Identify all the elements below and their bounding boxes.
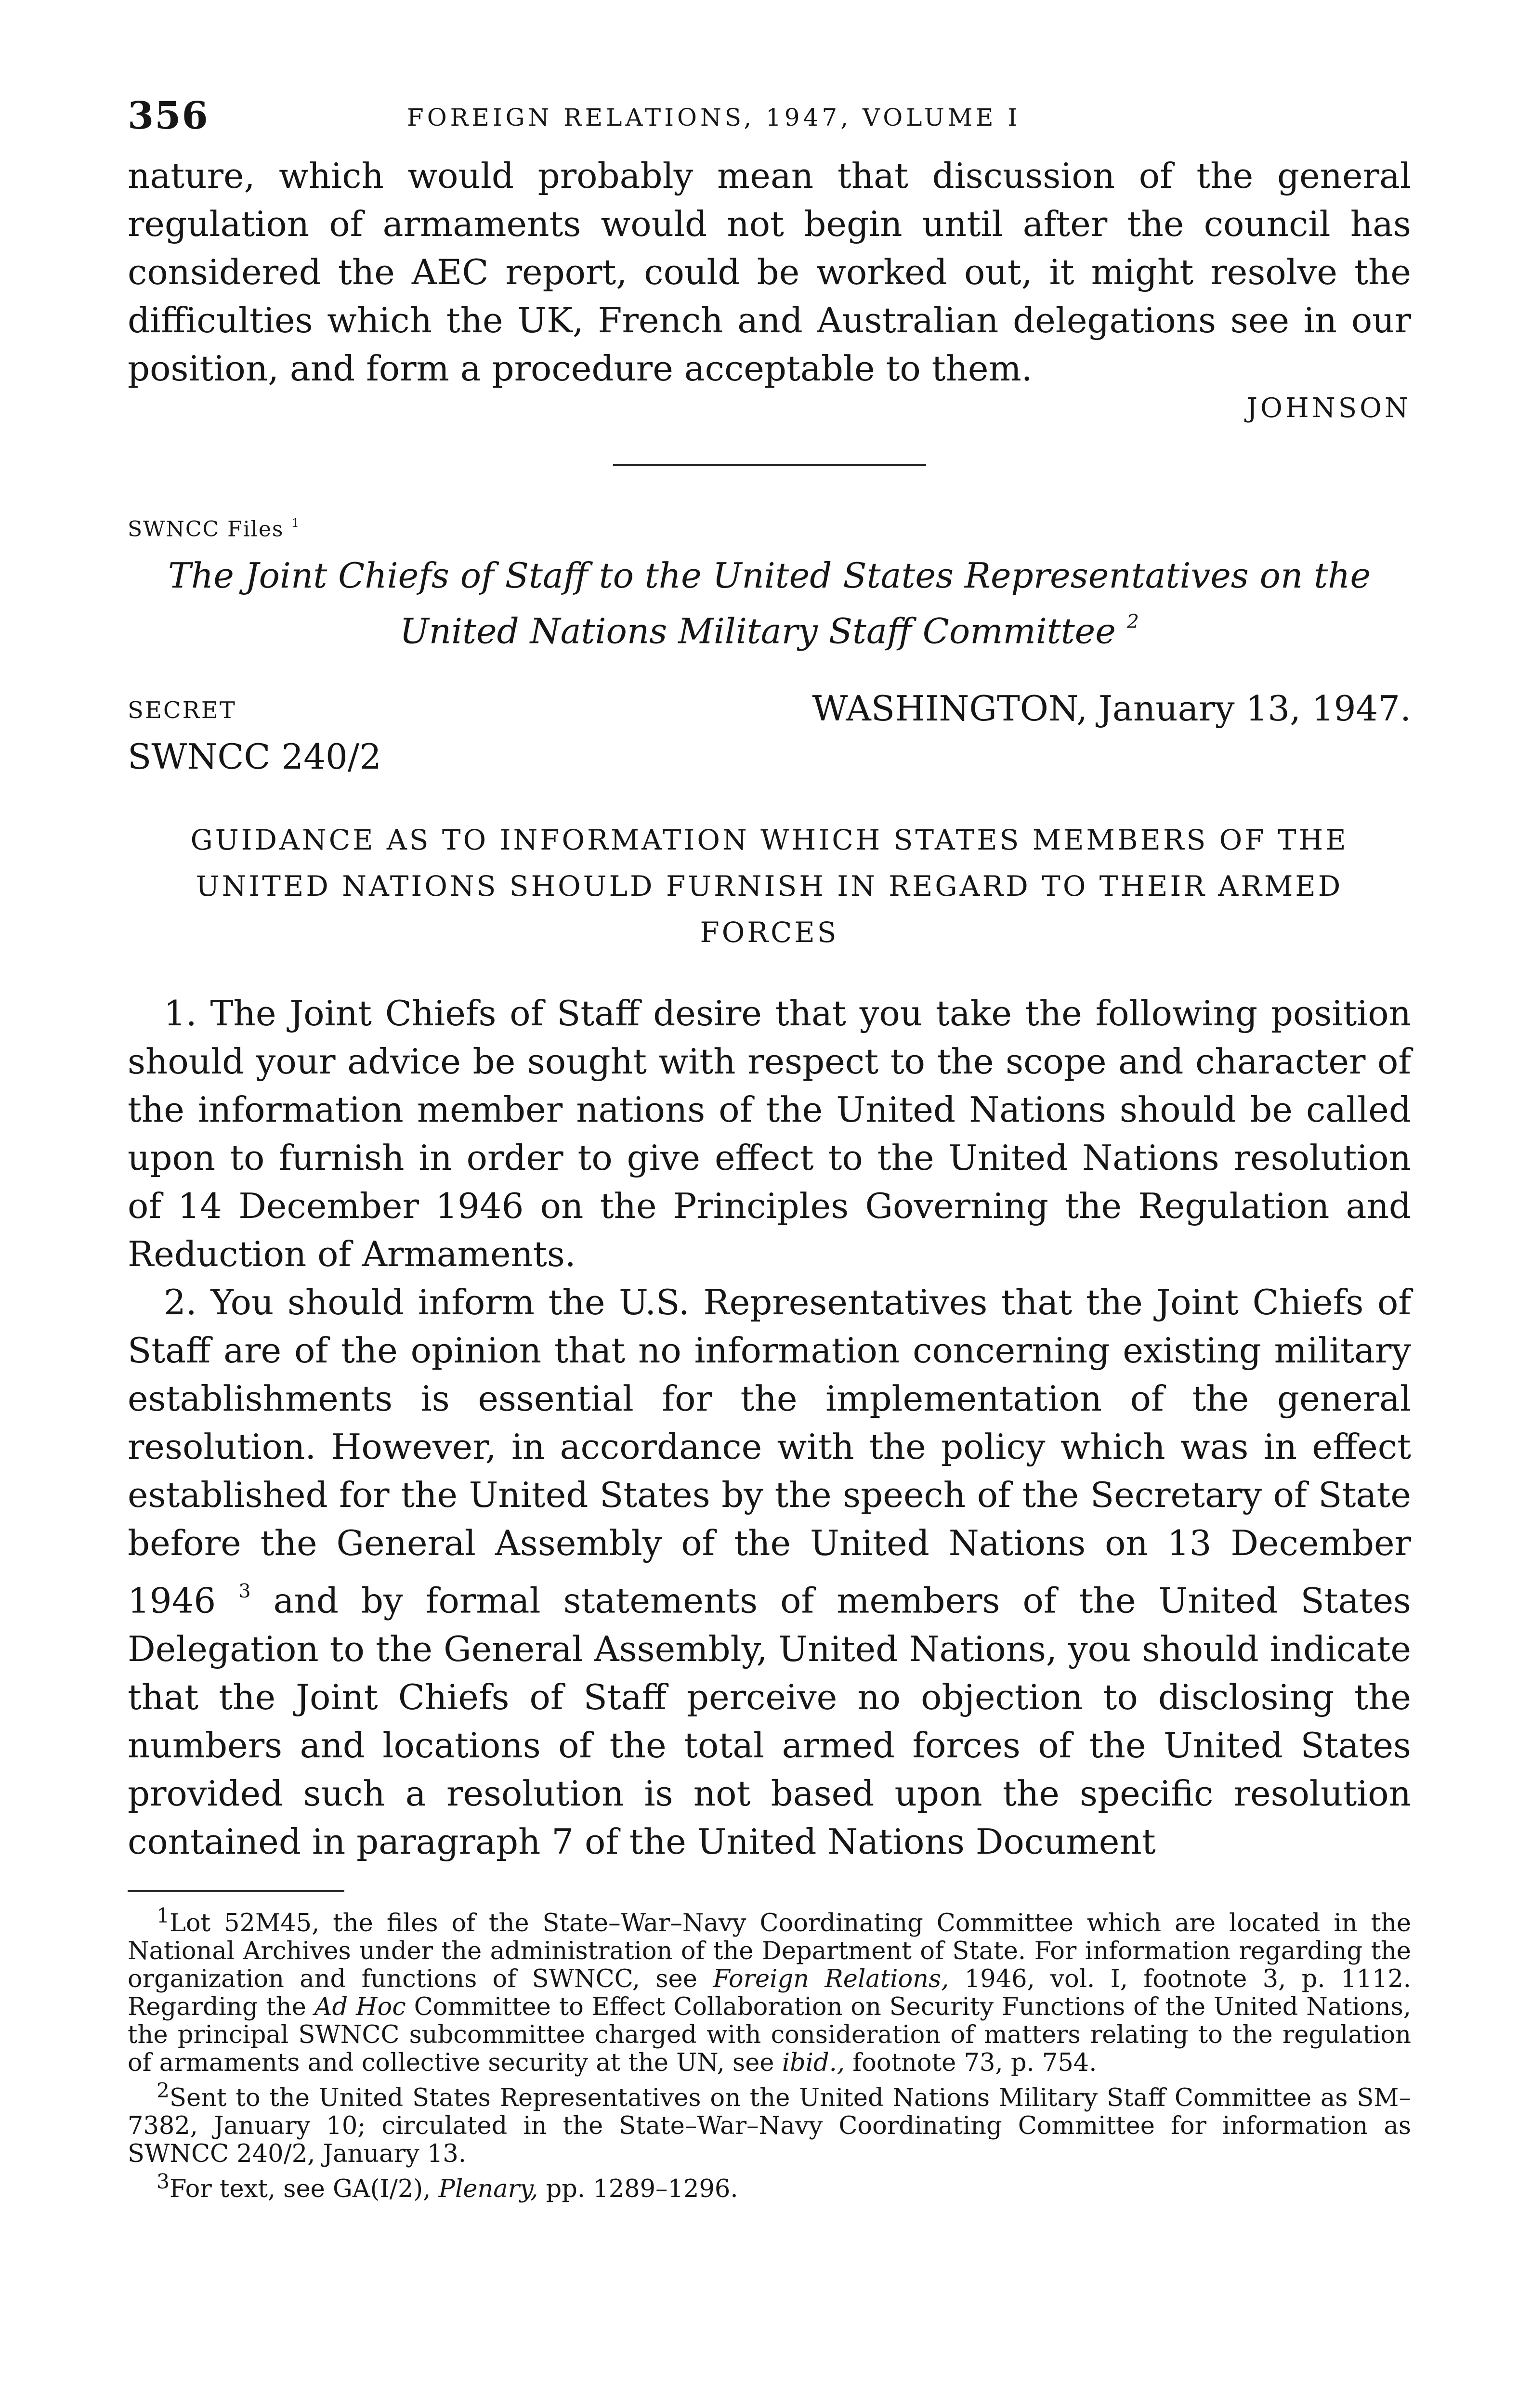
section-divider xyxy=(613,464,926,466)
paragraph-2-part-b: and by formal statements of members of the United States Delegation to the General Assembly, United Nations, you should indicate that the Joint Chiefs of Staff perceive no objection to disclosing the numbers and locations of the total armed forces of the United States provided such a resolution is not based upon the specific resolution contained in paragraph 7 of the United Nations Document xyxy=(128,1580,1412,1862)
dateline-row xyxy=(128,688,1411,736)
footnote-ref[interactable]: 2 xyxy=(1126,611,1139,633)
footnote-text: Sent to the United States Representatives on the United Nations Military Staff Committee as SM–7382, January 10; circulated in the State–War–Navy Coordinating Committee for information as SWNCC 240/2, January 13. xyxy=(128,2083,1411,2168)
page-number: 356 xyxy=(128,94,209,138)
footnote-1 xyxy=(128,1902,1411,2077)
footnote-text: pp. 1289–1296. xyxy=(546,2174,738,2203)
footnote-italic: Plenary, xyxy=(438,2174,538,2203)
footnote-text: Lot 52M45, the files of the State–War–Navy Coordinating Committee which are located in the National Archives under the administration of the Department of State. For information regarding the organization and functions of SWNCC, see xyxy=(128,1909,1411,1993)
running-head xyxy=(128,94,1411,152)
footnote-marker: 3 xyxy=(157,2170,170,2194)
running-head-title: FOREIGN RELATIONS, 1947, VOLUME I xyxy=(407,104,1021,131)
dateline: WASHINGTON, January 13, 1947. xyxy=(812,688,1411,729)
paragraph-2-part-a: 2. You should inform the U.S. Representatives that the Joint Chiefs of Staff are of the opinion that no information concerning existing military establishments is essential for the implementation of the general resolution. However, in accordance with the policy which was in effect established for the United States by the speech of the Secretary of State before the General Assembly of the United Nations on 13 December 1946 xyxy=(128,1282,1411,1621)
source-label: SWNCC Files xyxy=(128,517,284,542)
footnote-ref[interactable]: 1 xyxy=(291,516,300,530)
document-number: SWNCC 240/2 xyxy=(128,736,381,777)
footnote-italic: Ad Hoc xyxy=(314,1992,406,2021)
subject-heading: GUIDANCE AS TO INFORMATION WHICH STATES MEMBERS OF THE UNITED NATIONS SHOULD FURNISH IN REGARD TO THEIR ARMED FORCES xyxy=(190,824,1348,949)
footnote-2 xyxy=(128,2077,1411,2168)
footnote-text: For text, see GA(I/2), xyxy=(170,2174,431,2203)
footnote-text: footnote 73, p. 754. xyxy=(852,2048,1097,2077)
paragraph-2 xyxy=(128,1278,1411,1866)
footnote-text: 1946, vol. I, footnote 3, p. 1112. Regarding the xyxy=(128,1964,1412,2021)
footnote-marker: 1 xyxy=(157,1904,170,1928)
footnote-italic: ibid., xyxy=(782,2048,845,2077)
footnote-italic: Foreign Relations, xyxy=(713,1964,949,1993)
classification: SECRET xyxy=(128,697,236,724)
document-title xyxy=(128,552,1411,654)
footnote-marker: 2 xyxy=(157,2079,170,2103)
continuation-paragraph: nature, which would probably mean that discussion of the general regulation of armaments would not begin until after the council has considered the AEC report, could be worked out, it might resolve the difficulties which the UK, French and Australian delegations see in our position, and form a procedure acceptable to them. xyxy=(128,156,1411,389)
document-title-text: The Joint Chiefs of Staff to the United States Representatives on the United Nations Military Staff Committee xyxy=(168,555,1371,652)
footnote-text: Committee to Effect Collaboration on Security Functions of the United Nations, the principal SWNCC subcommittee charged with consideration of matters relating to the regulation of armaments and collective security at the UN, see xyxy=(128,1992,1411,2077)
paragraph-1: 1. The Joint Chiefs of Staff desire that you take the following position should your advice be sought with respect to the scope and character of the information member nations of the United Nations should be called upon to furnish in order to give effect to the United Nations resolution of 14 December 1946 on the Principles Governing the Regulation and Reduction of Armaments. xyxy=(128,993,1411,1275)
signature: JOHNSON xyxy=(1246,393,1411,424)
footnote-ref[interactable]: 3 xyxy=(238,1580,251,1603)
page xyxy=(128,94,1411,2203)
footnote-rule xyxy=(128,1890,344,1892)
document-source xyxy=(128,509,1411,544)
footnote-3 xyxy=(128,2168,1411,2203)
